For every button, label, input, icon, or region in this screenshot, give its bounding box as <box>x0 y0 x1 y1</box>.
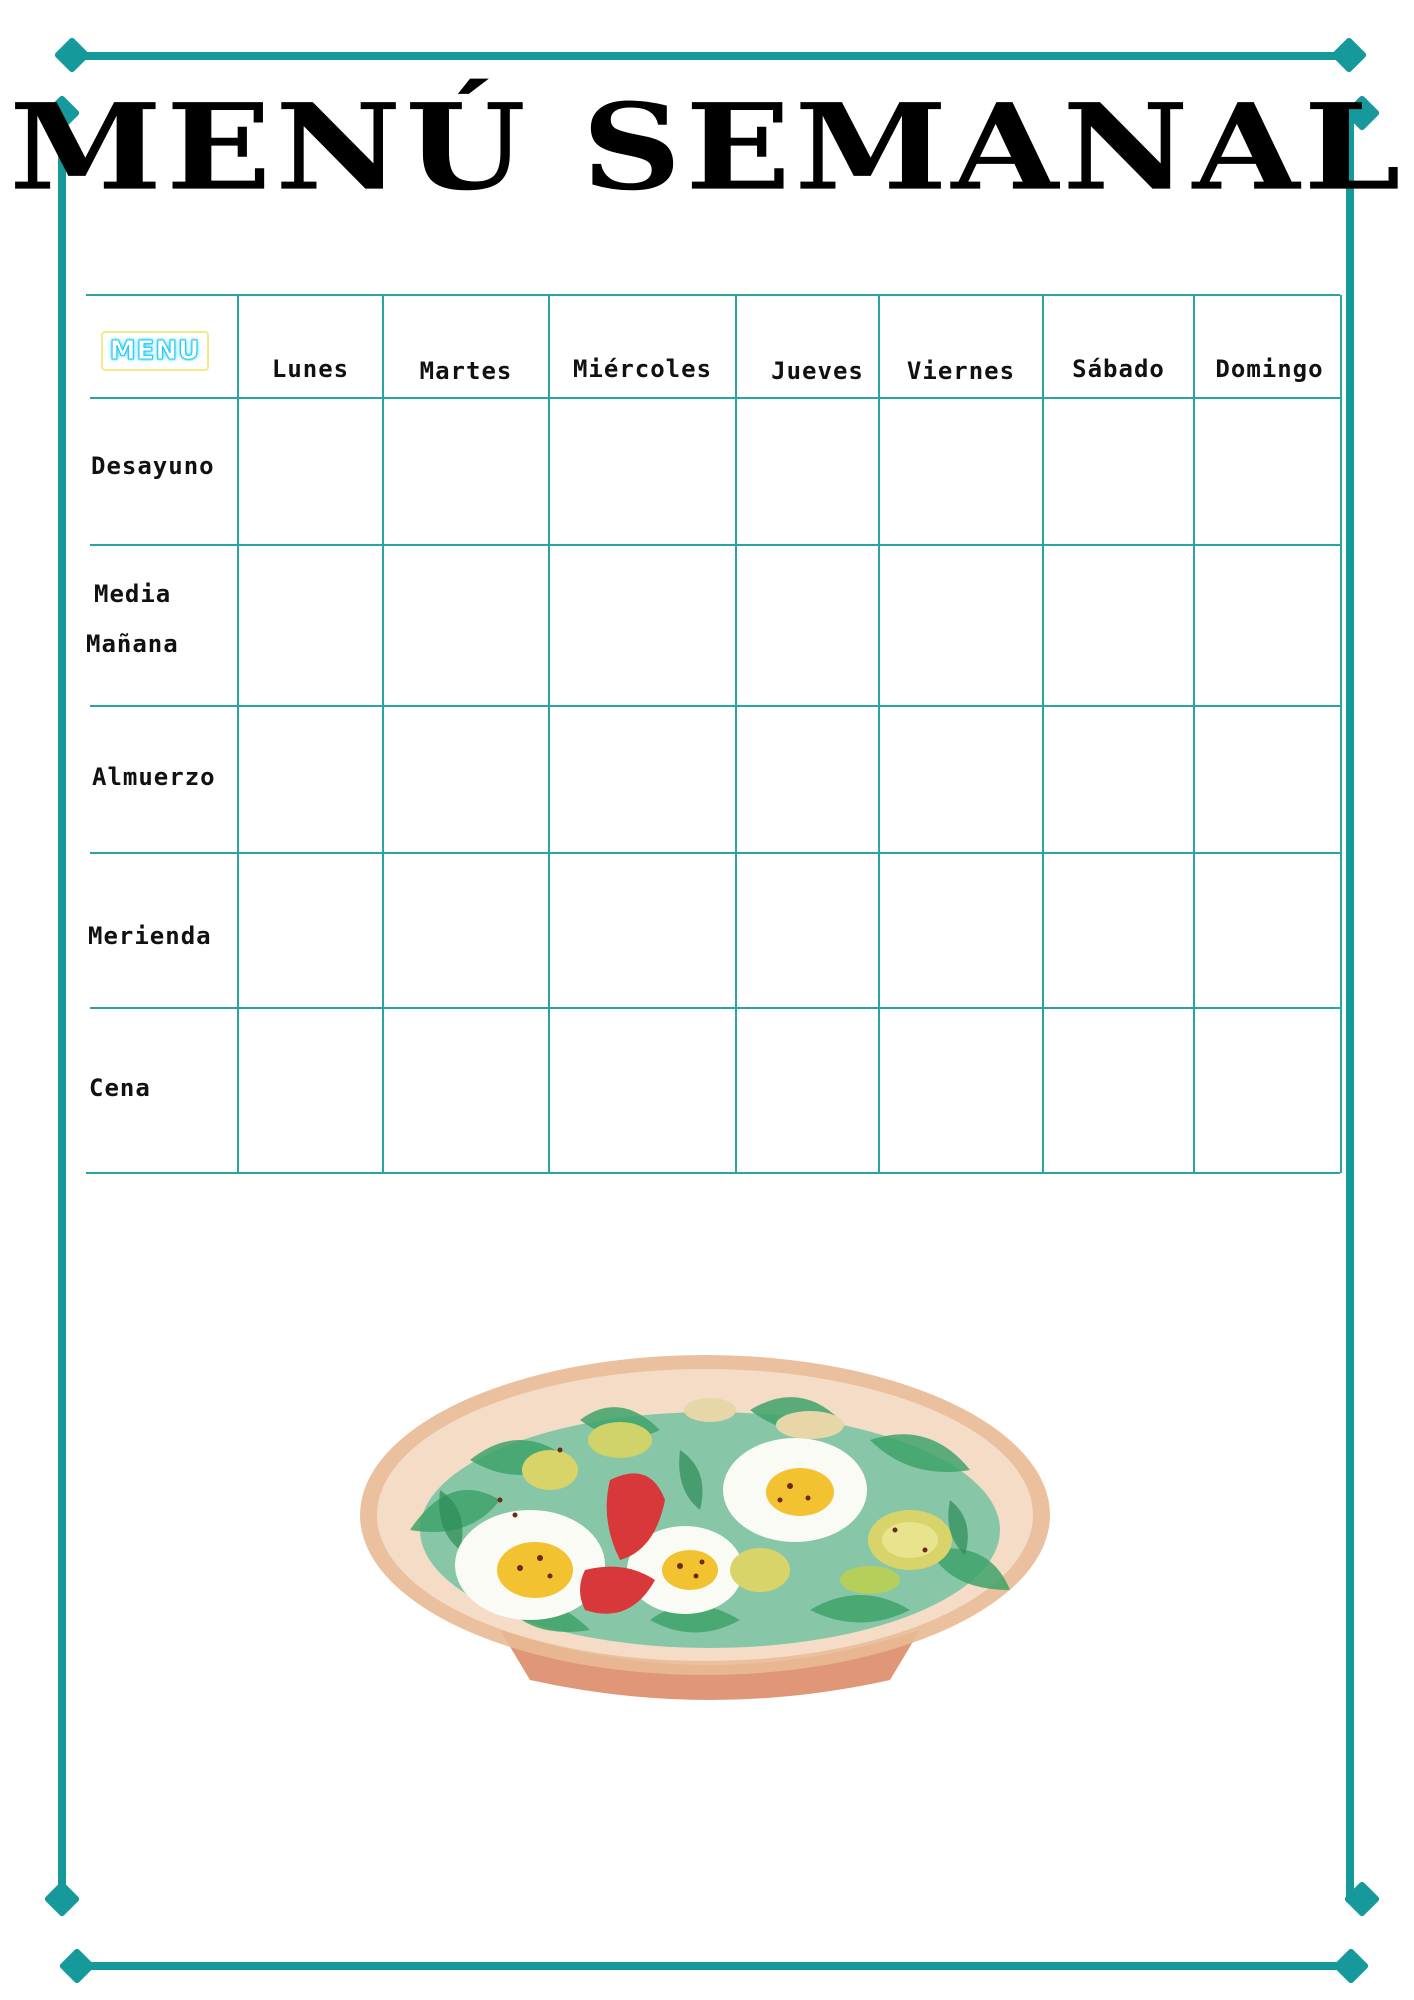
meal-label-almuerzo: Almuerzo <box>92 763 216 791</box>
meal-label-cena: Cena <box>89 1074 151 1102</box>
meal-label-manana: Mañana <box>86 630 179 658</box>
menu-badge: MENU <box>101 331 209 371</box>
day-header-lunes: Lunes <box>271 355 350 383</box>
day-header-viernes: Viernes <box>906 357 1016 385</box>
day-header-martes: Martes <box>419 357 513 385</box>
day-header-sabado: Sábado <box>1072 355 1165 383</box>
meal-label-media: Media <box>94 580 172 608</box>
meal-label-desayuno: Desayuno <box>91 452 215 480</box>
salad-bowl-icon <box>350 1330 1070 1710</box>
day-header-domingo: Domingo <box>1215 355 1324 383</box>
day-header-miercoles: Miércoles <box>572 355 713 383</box>
page-title: MENÚ SEMANAL <box>9 76 1405 217</box>
day-header-jueves: Jueves <box>771 357 864 385</box>
meal-label-merienda: Merienda <box>88 922 212 950</box>
